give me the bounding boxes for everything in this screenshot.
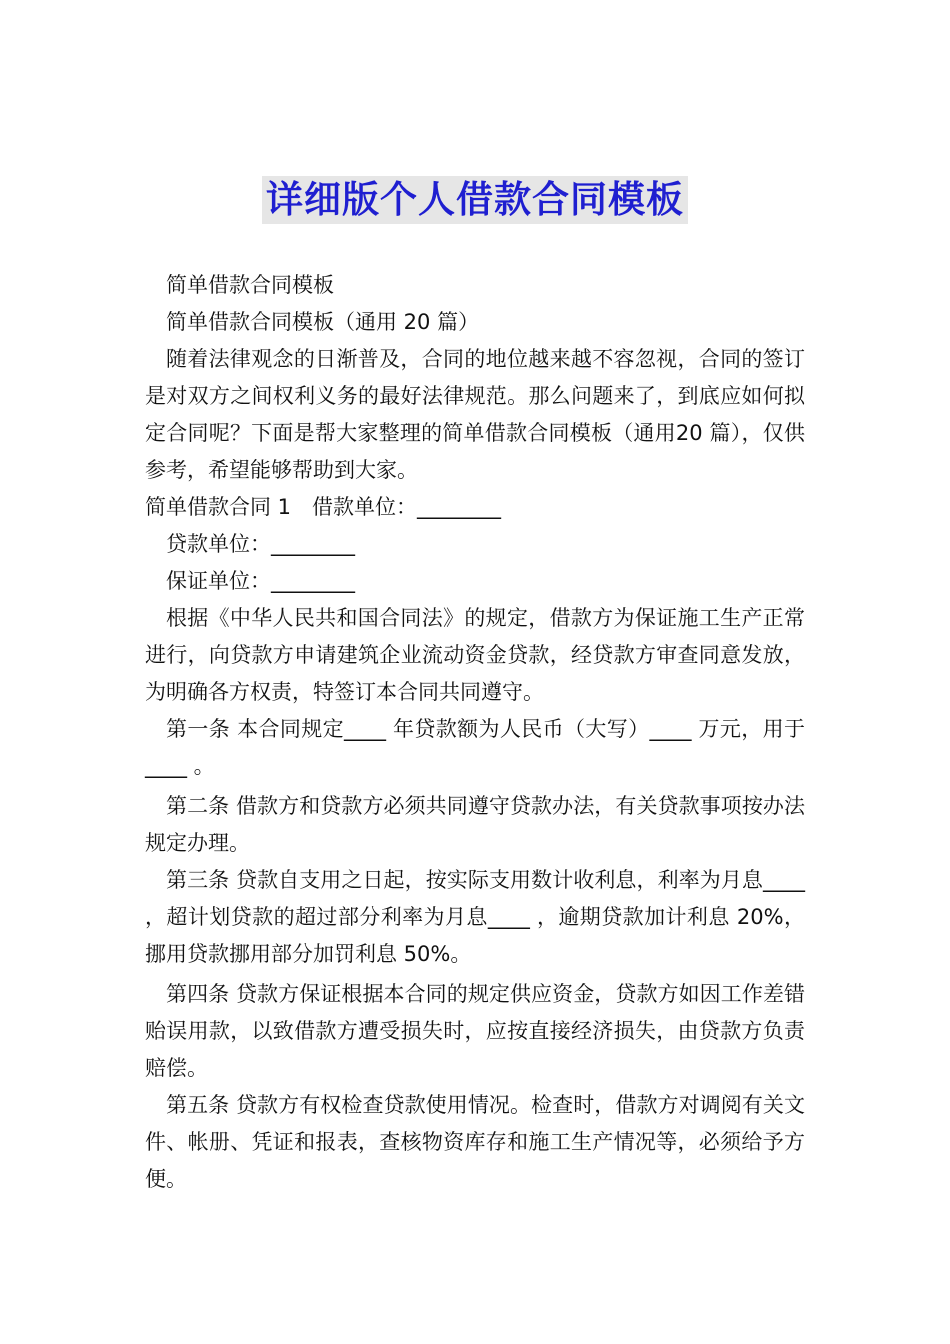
title-container: [0, 176, 950, 224]
paragraph-heading: 简单借款合同模板: [166, 273, 334, 297]
paragraph-article-3: 第三条 贷款自支用之日起，按实际支用数计收利息，利率为月息____ ，超计划贷款的超过部分利率为月息____ ，逾期贷款加计利息 20%，挪用贷款挪用部分加罚利息 50%。: [145, 868, 805, 966]
paragraph-lender: 贷款单位：________: [166, 532, 355, 556]
paragraph-article-5: 第五条 贷款方有权检查贷款使用情况。检查时，借款方对调阅有关文件、帐册、凭证和报表，查核物资库存和施工生产情况等，必须给予方便。: [145, 1093, 805, 1191]
paragraph-borrower: 简单借款合同 1 借款单位：________: [145, 495, 502, 519]
paragraph-article-4: 第四条 贷款方保证根据本合同的规定供应资金，贷款方如因工作差错贻误用款，以致借款方遭受损失时，应按直接经济损失，由贷款方负责赔偿。: [145, 982, 805, 1080]
paragraph-intro: 随着法律观念的日渐普及，合同的地位越来越不容忽视，合同的签订是对双方之间权利义务的最好法律规范。那么问题来了，到底应如何拟定合同呢？下面是帮大家整理的简单借款合同模板（通用20 篇），仅供参考，希望能够帮助到大家。: [145, 347, 805, 482]
paragraph-subheading: 简单借款合同模板（通用 20 篇）: [166, 310, 480, 334]
paragraph-article-1: 第一条 本合同规定____ 年贷款额为人民币（大写）____ 万元，用于____ 。: [145, 717, 805, 778]
paragraph-guarantor: 保证单位：________: [166, 569, 355, 593]
paragraph-basis: 根据《中华人民共和国合同法》的规定，借款方为保证施工生产正常进行，向贷款方申请建筑企业流动资金贷款，经贷款方审查同意发放，为明确各方权责，特签订本合同共同遵守。: [145, 606, 805, 704]
paragraph-article-2: 第二条 借款方和贷款方必须共同遵守贷款办法，有关贷款事项按办法规定办理。: [145, 794, 805, 855]
document-body: [145, 267, 805, 1198]
document-title: 详细版个人借款合同模板: [262, 176, 688, 224]
